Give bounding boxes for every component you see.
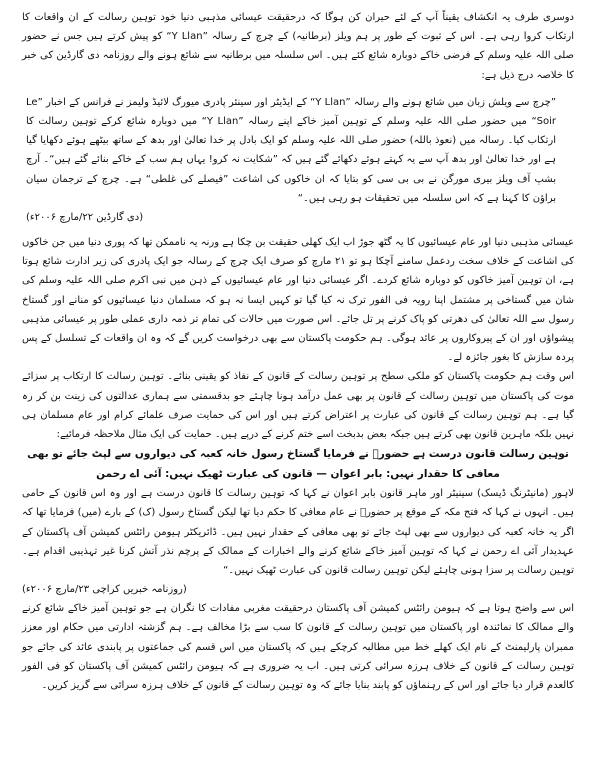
article-page <box>22 8 574 695</box>
news-headline: توہین رسالت قانون درست ہے حضورؐ نے فرمایا گستاخ رسول خانہ کعبہ کی دیواروں سے لپٹ جائے تو بھی معافی کا حقدار نہیں: بابر اعوان — قانون کی عبارت ٹھیک نہیں: آئی اے رحمن <box>27 448 569 481</box>
intro-paragraph: دوسری طرف یہ انکشاف یقیناً آپ کے لئے حیران کن ہوگا کہ درحقیقت عیسائی مذہبی دنیا خود توہین رسالت کے ان واقعات کا ارتکاب کروا رہی ہے۔ اس کے ثبوت کے طور پر ہم ویلز (برطانیہ) کے چرچ کے رسالہ ”Y Llan“ کو پیش کرتے ہیں جس نے حضور صلی اللہ علیہ وسلم کے فرضی خاکے دوبارہ شائع کئے ہیں۔ اس سلسلہ میں برطانیہ سے شائع ہونے والے روزنامہ دی گارڈین کی خبر کا خلاصہ درج ذیل ہے: <box>22 12 575 81</box>
guardian-quote-reference: (دی گارڈین ۲۲/مارچ ۲۰۰۶ء) <box>26 212 144 224</box>
body-paragraph-2: اس وقت ہم حکومت پاکستان کو ملکی سطح پر توہین رسالت کے قانون کے نفاذ کو یقینی بنائے۔ توہین رسالت کا ارتکاب پر سزائے موت کی پاکستان میں توہین رسالت کے قانون پر بھی عمل درآمد ہونا چاہئے جو بدقسمتی سے ہماری عدالتوں کی زینت بن کر رہ گیا ہے۔ ہم توہین رسالت کے قانون کی عبارت پر اعتراض کرتے ہیں اور اس کی حمایت صرف علمائے کرام اور عام مسلمان ہی نہیں بلکہ ماہرین قانون بھی کرتے ہیں جبکہ بعض بدبخت اسے ختم کرنے کے درپے ہیں۔ حمایت کی ایک مثال ملاحظہ فرمائیے: <box>22 371 574 441</box>
news-report-reference: (روزنامہ خبریں کراچی ۲۳/مارچ ۲۰۰۶ء) <box>22 584 187 596</box>
guardian-quote <box>22 91 566 229</box>
guardian-quote-text: ”چرچ سے ویلش زبان میں شائع ہونے والے رسالہ ”Y Llan“ کے ایڈیٹر اور سینئر پادری میورگ لائیڈ ولیمز نے فرانس کے اخبار ”Le Soir“ میں حضور صلی اللہ علیہ وسلم کے توہین آمیز خاکے اپنے رسالہ ”Y Llan“ میں دوبارہ شائع کرکے توہین رسالت کا ارتکاب کیا۔ رسالہ میں (نعوذ باللہ) حضور صلی اللہ علیہ وسلم کو ایک بادل پر خدا تعالیٰ اور بدھ کے ساتھ بیٹھے ہوئے دکھایا گیا ہے اور خدا تعالیٰ اور بدھ آپ سے یہ کہتے ہوئے دکھائے گئے ہیں کہ ”شکایت نہ کرو! یہاں ہم سب کے خاکے بنائے گئے ہیں“۔ آرچ بشپ آف ویلز بیری مورگن نے بی بی سی کو بتایا کہ ان خاکوں کی اشاعت ”فیصلے کی غلطی“ ہے۔ چرچ کے ترجمان سیان براؤن کا کہنا ہے کہ اس سلسلہ میں تحقیقات ہو رہی ہیں۔“ <box>26 96 557 204</box>
body-paragraph-1: عیسائی مذہبی دنیا اور عام عیسائیوں کا یہ گٹھ جوڑ اب ایک کھلی حقیقت بن چکا ہے ورنہ یہ ناممکن تھا کہ پوری دنیا میں جن خاکوں کی اشاعت کے خلاف سخت ردعمل سامنے آچکا ہو تو ۲۱ مارچ کو صرف ایک چرچ کے رسالہ جو ایک پادری کی زیر ادارت شائع ہوتا ہے، ان توہین آمیز خاکوں کو دوبارہ شائع کردے۔ اگر عیسائی دنیا اور عام عیسائیوں کے ذہن میں نبی اکرم صلی اللہ علیہ وسلم کی شان میں گستاخی پر مشتمل اپنا رویہ فی الفور ترک نہ کیا گیا تو کہیں ایسا نہ ہو کہ مسلمان دنیا عیسائیوں کو منانے اور گستاخ رسول سے اللہ تعالیٰ کی دھرتی کو پاک کرنے پر تل جائے۔ اس صورت میں حالات کی تمام تر ذمہ داری عملی طور پر عیسائی مذہبی پیشواؤں اور ان کے پیروکاروں پر عائد ہوگی۔ ہم حکومت پاکستان سے بھی درخواست کریں گے کہ وہ ان واقعات کے تسلسل کے پس پردہ سازش کا بغور جائزہ لے۔ <box>22 237 575 364</box>
news-report-paragraph: لاہور (مانیٹرنگ ڈیسک) سینیٹر اور ماہر قانون بابر اعوان نے کہا کہ توہین رسالت کا قانون درست ہے اور وہ اس قانون کے حامی ہیں۔ انہوں نے کہا کہ فتح مکہ کے موقع پر حضورؐ نے عام معافی کا حکم دیا تھا لیکن گستاخ رسول (ک) کے بارے (میں) فرمایا تھا کہ اگر یہ خانہ کعبہ کی دیواروں سے بھی لپٹ جائے تو بھی معافی کے حقدار نہیں ہیں۔ ڈائریکٹر ہیومن رائٹس کمیشن آف پاکستان کے عہدیدار آئی اے رحمن نے کہا کہ توہین آمیز خاکے شائع کرنے والے اخبارات کے ممالک کے پرچم نذر آتش کرنا غیر تہذیبی اقدام ہے۔ توہین رسالت پر سزا ہونی چاہئے لیکن توہین رسالت قانون کی عبارت ٹھیک نہیں۔“ <box>22 488 574 577</box>
conclusion-paragraph: اس سے واضح ہوتا ہے کہ ہیومن رائٹس کمیشن آف پاکستان درحقیقت مغربی مفادات کا نگران ہے جو توہین آمیز خاکے شائع کرنے والے ممالک کا نمائندہ اور پاکستان میں توہین رسالت کے قانون کا سب سے بڑا مخالف ہے۔ ہم گزشتہ ادارتی میں حکام اور معزز ممبران پارلیمنٹ کے نام ایک کھلے خط میں مطالبہ کرچکے ہیں کہ پاکستان میں اس قسم کی جماعتوں پر پابندی عائد کی جائے جو توہین رسالت کے قانون کے خلاف ہرزہ سرائی کرتی ہیں۔ اب یہ ضروری ہے کہ ہیومن رائٹس کمیشن آف پاکستان کو فی الفور کالعدم قرار دیا جائے اور اس کے رہنماؤں کو پابند بنایا جائے کہ وہ توہین رسالت کے قانون کے خلاف ہرزہ سرائی سے گریز کریں۔ <box>22 603 574 692</box>
